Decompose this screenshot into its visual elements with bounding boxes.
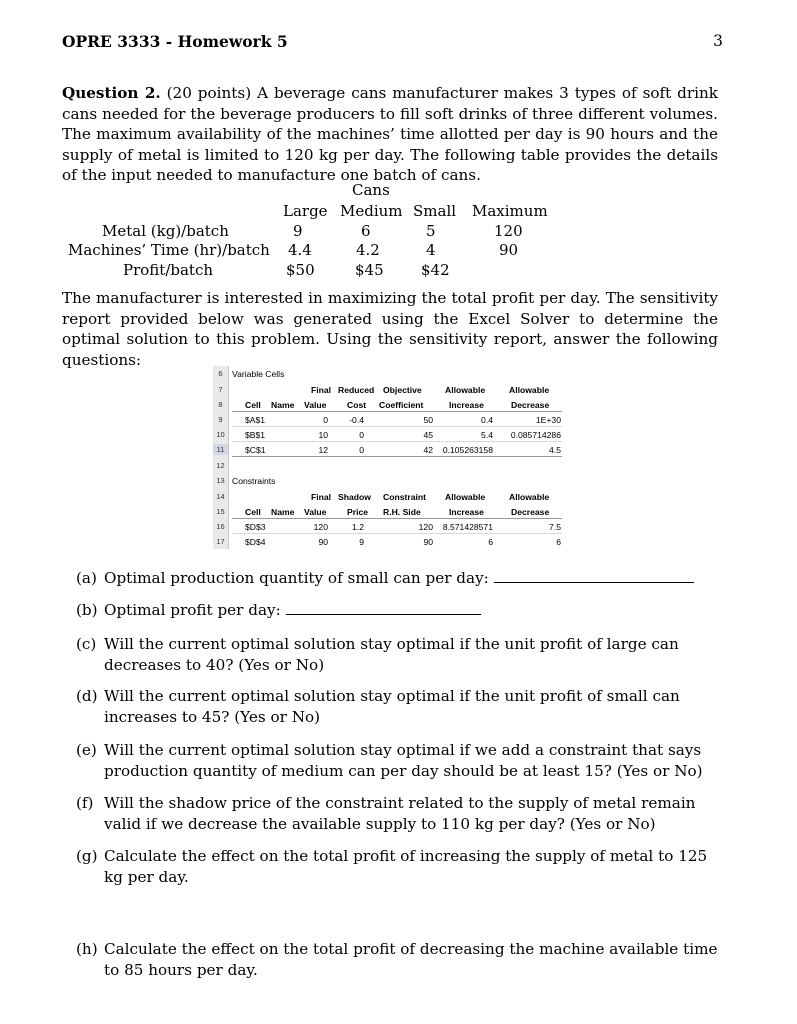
var-allow-dec: 0.085714286	[510, 430, 561, 440]
table-cell: $42	[421, 261, 450, 279]
question-label: (e)	[76, 741, 97, 759]
question-text: Calculate the effect on the total profit of increasing the supply of metal to 125 kg per day.	[104, 847, 708, 886]
con-header: Constraint	[383, 492, 426, 502]
row-divider	[232, 426, 562, 427]
question-text: Will the shadow price of the constraint related to the supply of metal remain valid if we decrease the available supply to 110 kg per day? (Yes or No)	[104, 794, 696, 833]
question-text: Will the current optimal solution stay optimal if the unit profit of large can decreases to 40? (Yes or No)	[104, 635, 679, 674]
con-allow-inc: 8.571428571	[442, 522, 493, 532]
col-header-maximum: Maximum	[472, 202, 548, 220]
var-header: Allowable	[509, 385, 550, 395]
question-label: (f)	[76, 794, 94, 812]
con-header: Decrease	[511, 507, 550, 517]
row-number: 10	[216, 430, 225, 439]
var-allow-inc: 0.105263158	[442, 445, 493, 455]
table-cell: 4.4	[288, 241, 312, 259]
table-cell: 4.2	[356, 241, 380, 259]
row-number: 15	[216, 507, 225, 516]
row-number: 7	[218, 385, 223, 394]
con-header: Allowable	[445, 492, 486, 502]
header-divider	[232, 411, 562, 412]
var-final-value: 12	[318, 445, 328, 455]
var-allow-inc: 5.4	[481, 430, 493, 440]
con-shadow-price: 1.2	[352, 522, 364, 532]
question-text: Optimal profit per day:	[104, 601, 281, 619]
question-intro-text: (20 points) A beverage cans manufacturer makes 3 types of soft drink cans needed for the beverage producers to fill soft drinks of three different volumes. The maximum availability of the machines’ time allotted per day is 90 hours and the supply of metal is limited to 120 kg per day. The following table provides the details of the input needed to manufacture one batch of cans.	[62, 84, 718, 184]
table-cell: $45	[355, 261, 384, 279]
con-header: Name	[271, 507, 295, 517]
con-header: Price	[347, 507, 369, 517]
question-text: Optimal production quantity of small can per day:	[104, 569, 489, 587]
sensitivity-report	[213, 366, 567, 549]
con-header: R.H. Side	[383, 507, 421, 517]
con-final-value: 90	[318, 537, 328, 547]
var-allow-dec: 1E+30	[535, 415, 561, 425]
row-number: 16	[216, 522, 225, 531]
question-label: Question 2.	[62, 84, 161, 102]
con-allow-dec: 6	[556, 537, 561, 547]
var-header: Name	[271, 400, 295, 410]
var-reduced-cost: -0.4	[349, 415, 364, 425]
var-coefficient: 50	[423, 415, 433, 425]
var-coefficient: 42	[423, 445, 433, 455]
page-number: 3	[713, 32, 723, 50]
question-label: (b)	[76, 601, 98, 619]
con-cell-ref: $D$3	[245, 522, 266, 532]
col-header-small: Small	[413, 202, 457, 220]
row-number-column	[213, 366, 229, 549]
var-reduced-cost: 0	[359, 430, 364, 440]
row-divider	[232, 441, 562, 442]
table-cell: 90	[499, 241, 519, 259]
con-allow-inc: 6	[488, 537, 493, 547]
var-header: Value	[304, 400, 327, 410]
question-text: Will the current optimal solution stay optimal if the unit profit of small can increases to 45? (Yes or No)	[104, 687, 680, 726]
var-final-value: 0	[323, 415, 328, 425]
con-header: Value	[304, 507, 327, 517]
con-header: Increase	[449, 507, 484, 517]
row-number: 17	[216, 537, 225, 546]
question-text: Calculate the effect on the total profit of decreasing the machine available time to 85 hours per day.	[104, 940, 718, 979]
col-header-medium: Medium	[340, 202, 403, 220]
row-number: 13	[216, 476, 225, 485]
row-number: 8	[218, 400, 223, 409]
var-cell-ref: $A$1	[245, 415, 266, 425]
variable-cells-title: Variable Cells	[232, 369, 285, 379]
con-header: Final	[311, 492, 332, 502]
row-label-metal: Metal (kg)/batch	[102, 222, 229, 240]
con-header: Shadow	[338, 492, 371, 502]
row-number: 14	[216, 492, 225, 501]
table-cell: $50	[286, 261, 315, 279]
var-header: Increase	[449, 400, 484, 410]
homework-page: OPRE 3333 - Homework 5 3 Question 2. (20 points) A beverage cans manufacturer makes 3 types of soft drink cans needed for the beverage producers to fill soft drinks of three different volumes. The maximum availability of the machines’ time allotted per day is 90 hours and the supply of metal is limited to 120 kg per day. The following table provides the details of the input needed to manufacture one batch of cans. Cans Large Medium Small Maximum Metal (kg)/batch Machines’ Time (hr)/batch Profit/batch 9 6 5 120 4.4 4.2 4 90 $50 $45 $42 The manufacturer is interested in maximizing the total profit per day. The sensitivity report provided below was generated using the Excel Solver to determine the optimal solution to this problem. Using the sensitivity report, answer the following questions: 6 7 8 9 10 11 12 13 14 15 16 17 Variable Cells Final Reduced Objective Allowable Allowable Cell Name Value Cost Coefficient Increase Decrease $A$1 0 -0.4 50 0.4 1E+30 $B$1 10 0 45 5.4 0.085714286 $C$1 12 0 42 0.105263158 4.5 Constraints Final Shadow Constraint Allowable Allowable Cell Name Value Price R.H. Side Increase Decrease $D$3 120 1.2 120 8.571428571 7.5 $D$4 90 9 90 6 6 (a) Optimal production quantity of small can per day: (b) Optimal profit per day: (c) Will the current optimal solution stay optimal if the unit profit of large can decreases to 40? (Yes or No) (d) Will the current optimal solution stay optimal if the unit profit of small can increases to 45? (Yes or No) (e) Will the current optimal solution stay optimal if we add a constraint that says production quantity of medium can per day should be at least 15? (Yes or No) (f) Will the shadow price of the constraint related to the supply of metal remain valid if we decrease the available supply to 110 kg per day? (Yes or No) (g) Calculate the effect on the total profit of increasing the supply of metal to 125 kg per day. (h) Calculate the effect on the total profit of decreasing the machine available time to 85 hours per day.	[62, 32, 723, 979]
var-coefficient: 45	[423, 430, 433, 440]
question-label: (d)	[76, 687, 98, 705]
var-header: Cell	[245, 400, 261, 410]
row-divider	[232, 533, 562, 534]
con-header: Allowable	[509, 492, 550, 502]
var-final-value: 10	[318, 430, 328, 440]
con-rhs: 120	[418, 522, 433, 532]
var-header: Reduced	[338, 385, 375, 395]
row-label-profit: Profit/batch	[123, 261, 214, 279]
var-cell-ref: $C$1	[245, 445, 266, 455]
var-header: Coefficient	[379, 400, 424, 410]
row-number: 11	[213, 444, 228, 455]
question-intro	[62, 83, 718, 186]
paragraph-2: The manufacturer is interested in maximizing the total profit per day. The sensitivity report provided below was generated using the Excel Solver to determine the optimal solution to this problem. Using the sensitivity report, answer the following questions:	[62, 289, 718, 369]
con-rhs: 90	[423, 537, 433, 547]
var-allow-inc: 0.4	[481, 415, 493, 425]
var-header: Final	[311, 385, 332, 395]
col-header-large: Large	[283, 202, 328, 220]
question-label: (a)	[76, 569, 97, 587]
row-number: 9	[218, 415, 223, 424]
constraints-title: Constraints	[232, 476, 276, 486]
con-final-value: 120	[313, 522, 328, 532]
var-allow-dec: 4.5	[549, 445, 561, 455]
course-title: OPRE 3333 - Homework 5	[62, 32, 288, 51]
answer-blank[interactable]	[286, 613, 481, 615]
con-cell-ref: $D$4	[245, 537, 266, 547]
table-group-header: Cans	[352, 181, 390, 199]
row-number: 6	[218, 369, 223, 378]
answer-blank[interactable]	[494, 581, 694, 583]
row-label-machine: Machines’ Time (hr)/batch	[68, 241, 270, 259]
question-label: (g)	[76, 847, 98, 865]
question-text-wrap	[104, 568, 718, 589]
con-allow-dec: 7.5	[549, 522, 561, 532]
header-divider	[232, 518, 562, 519]
page-header	[62, 32, 723, 54]
table-cell: 4	[426, 241, 436, 259]
con-header: Cell	[245, 507, 261, 517]
row-divider	[232, 456, 562, 457]
var-header: Decrease	[511, 400, 550, 410]
var-header: Allowable	[445, 385, 486, 395]
var-cell-ref: $B$1	[245, 430, 266, 440]
var-header: Objective	[383, 385, 422, 395]
question-label: (c)	[76, 635, 97, 653]
question-label: (h)	[76, 940, 98, 958]
question-text-wrap	[104, 600, 718, 621]
var-header: Cost	[347, 400, 367, 410]
question-text: Will the current optimal solution stay optimal if we add a constraint that says production quantity of medium can per day should be at least 15? (Yes or No)	[104, 741, 703, 780]
row-number: 12	[216, 461, 225, 470]
con-shadow-price: 9	[359, 537, 364, 547]
var-reduced-cost: 0	[359, 445, 364, 455]
